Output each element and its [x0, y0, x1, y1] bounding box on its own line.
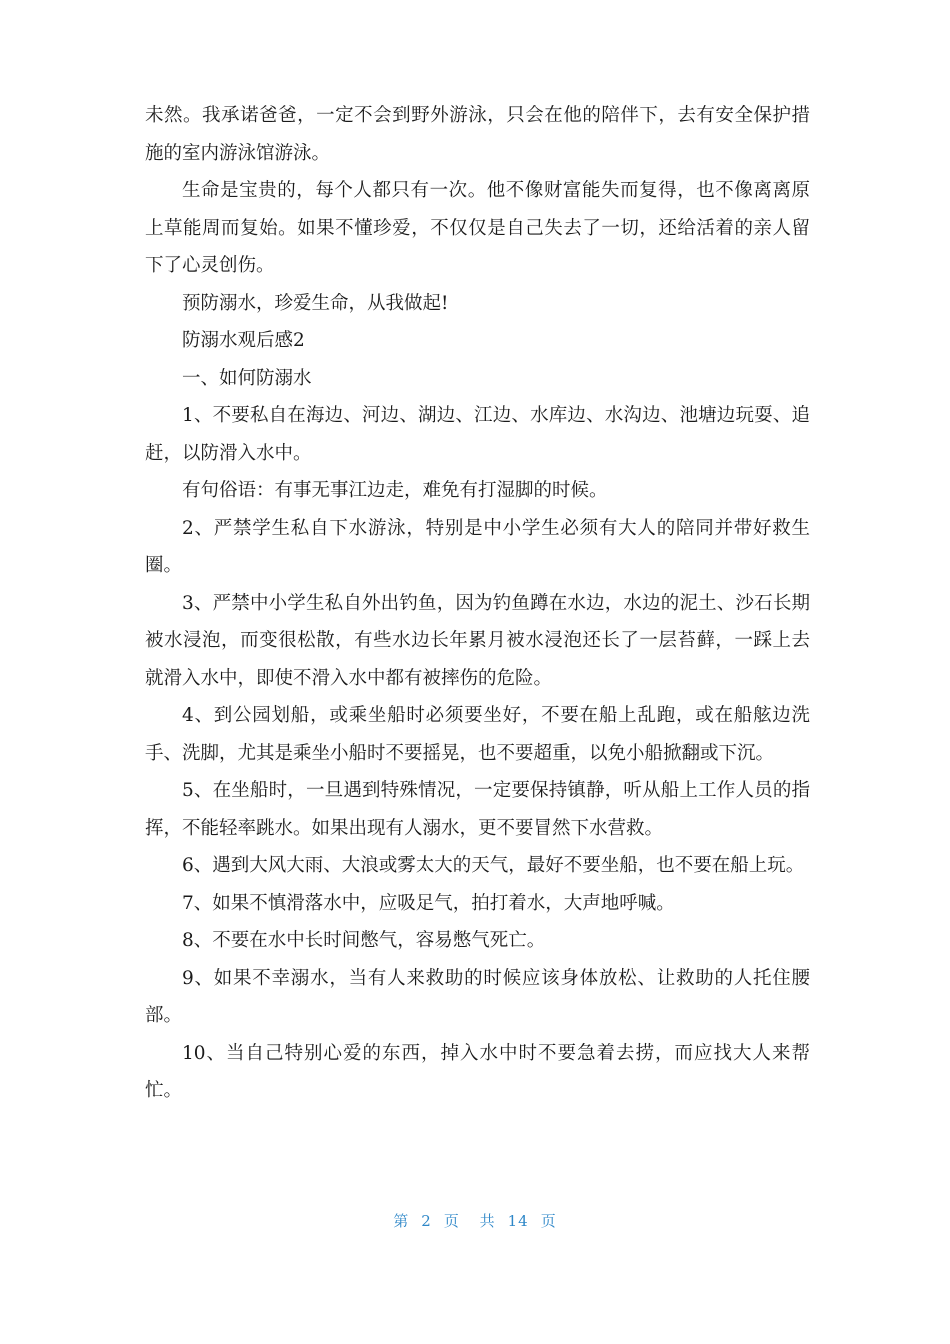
subsection-heading: 一、如何防溺水: [182, 367, 312, 389]
list-item: 3、严禁中小学生私自外出钓鱼，因为钓鱼蹲在水边，水边的泥土、沙石长期被水浸泡，而变很松散，有些水边长年累月被水浸泡还长了一层苔藓，一踩上去就滑入水中，即使不滑入水中都有被摔伤的危险。: [145, 592, 810, 689]
list-item: 9、如果不幸溺水，当有人来救助的时候应该身体放松、让救助的人托住腰部。: [145, 967, 810, 1026]
page-footer: [0, 1210, 950, 1231]
list-item: 7、如果不慎滑落水中，应吸足气，拍打着水，大声地呼喊。: [182, 892, 675, 914]
total-pages-number: 14: [507, 1212, 529, 1230]
paragraph: 预防溺水，珍爱生命，从我做起!: [182, 292, 449, 314]
list-item: 5、在坐船时，一旦遇到特殊情况，一定要保持镇静，听从船上工作人员的指挥，不能轻率跳水。如果出现有人溺水，更不要冒然下水营救。: [145, 780, 810, 839]
list-item: 8、不要在水中长时间憋气，容易憋气死亡。: [182, 930, 546, 951]
list-item: 6、遇到大风大雨、大浪或雾太大的天气，最好不要坐船，也不要在船上玩。: [182, 855, 805, 876]
list-item: 1、不要私自在海边、河边、湖边、江边、水库边、水沟边、池塘边玩耍、追赶，以防滑入水中。: [145, 405, 810, 464]
footer-prefix: 第: [393, 1212, 410, 1230]
paragraph: 未然。我承诺爸爸，一定不会到野外游泳，只会在他的陪伴下，去有安全保护措施的室内游泳馆游泳。: [145, 105, 810, 164]
current-page-number: 2: [421, 1212, 432, 1230]
section-heading: 防溺水观后感2: [182, 330, 305, 351]
list-item: 2、严禁学生私自下水游泳，特别是中小学生必须有大人的陪同并带好救生圈。: [145, 517, 810, 576]
footer-middle: 页 共: [443, 1212, 496, 1230]
paragraph: 生命是宝贵的，每个人都只有一次。他不像财富能失而复得，也不像离离原上草能周而复始。如果不懂珍爱，不仅仅是自己失去了一切，还给活着的亲人留下了心灵创伤。: [145, 180, 810, 276]
document-body: [145, 97, 810, 1110]
paragraph: 有句俗语：有事无事江边走，难免有打湿脚的时候。: [182, 480, 608, 501]
list-item: 10、当自己特别心爱的东西，掉入水中时不要急着去捞，而应找大人来帮忙。: [145, 1042, 810, 1101]
list-item: 4、到公园划船，或乘坐船时必须要坐好，不要在船上乱跑，或在船舷边洗手、洗脚，尤其是乘坐小船时不要摇晃，也不要超重，以免小船掀翻或下沉。: [145, 705, 810, 764]
footer-suffix: 页: [540, 1212, 557, 1230]
